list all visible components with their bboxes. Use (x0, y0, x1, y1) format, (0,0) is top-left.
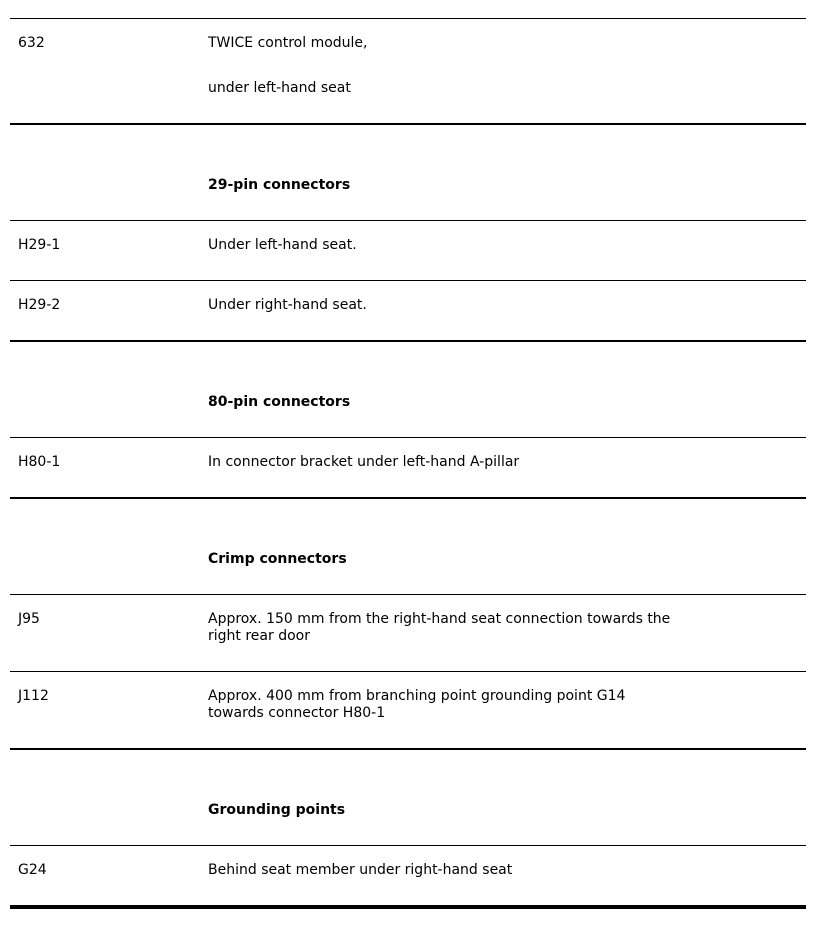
section-header: 29-pin connectors (208, 177, 351, 193)
description-line: under left-hand seat (208, 80, 351, 96)
component-description (208, 35, 806, 97)
section-crimp-connectors (10, 499, 806, 750)
section-29-pin-connectors (10, 125, 806, 342)
description-line: Under left-hand seat. (208, 237, 357, 253)
component-code: 632 (18, 35, 45, 51)
description-line: TWICE control module, (208, 35, 368, 51)
component-description (208, 454, 806, 471)
section-control-module (10, 18, 806, 125)
component-code: G24 (18, 862, 47, 878)
component-description (208, 688, 806, 722)
description-line: Approx. 150 mm from the right-hand seat connection towards the (208, 611, 671, 627)
description-line: right rear door (208, 628, 310, 644)
description-line: Behind seat member under right-hand seat (208, 862, 513, 878)
component-code: H29-1 (18, 237, 61, 253)
description-line: In connector bracket under left-hand A-pillar (208, 454, 520, 470)
component-description (208, 237, 806, 254)
component-description (208, 862, 806, 879)
component-description (208, 297, 806, 314)
section-80-pin-connectors (10, 342, 806, 499)
component-code: H29-2 (18, 297, 61, 313)
section-header: Crimp connectors (208, 551, 347, 567)
table-row (10, 280, 806, 340)
table-row (10, 671, 806, 748)
description-line: towards connector H80-1 (208, 705, 386, 721)
table-row (10, 437, 806, 497)
component-code: J112 (18, 688, 49, 704)
description-line: Under right-hand seat. (208, 297, 367, 313)
component-code: J95 (18, 611, 40, 627)
table-row (10, 18, 806, 123)
section-header: Grounding points (208, 802, 346, 818)
section-grounding-points (10, 750, 806, 909)
component-description (208, 611, 806, 645)
table-row (10, 845, 806, 905)
section-header: 80-pin connectors (208, 394, 351, 410)
table-row (10, 594, 806, 671)
table-row (10, 220, 806, 280)
component-code: H80-1 (18, 454, 61, 470)
description-line: Approx. 400 mm from branching point grounding point G14 (208, 688, 626, 704)
